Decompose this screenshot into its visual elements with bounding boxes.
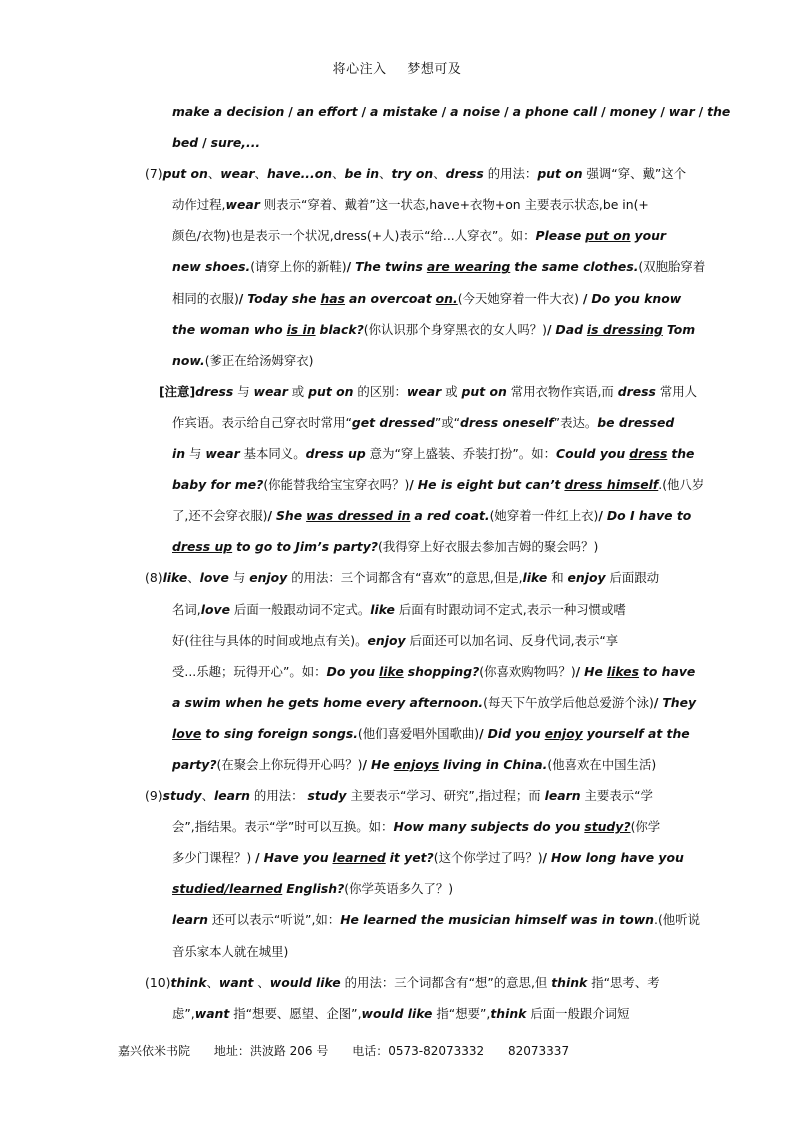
text-line: (10)think、want 、would like 的用法：三个词都含有“想”的意思,但 think 指“思考、考 bbox=[145, 974, 660, 990]
text-line: dress up to go to Jim’s party?(我得穿上好衣服去参加吉姆的聚会吗？) bbox=[172, 539, 599, 555]
text-line: make a decision / an effort / a mistake / a noise / a phone call / money / war / the bbox=[172, 104, 731, 119]
text-line: 名词,love 后面一般跟动词不定式。like 后面有时跟动词不定式,表示一种习惯或嗜 bbox=[172, 601, 626, 617]
text-line: 作宾语。表示给自己穿衣时常用“get dressed”或“dress oneself”表达。be dressed bbox=[172, 414, 675, 430]
text-line: 动作过程,wear 则表示“穿着、戴着”这一状态,have+衣物+on 主要表示状态,be in(+ bbox=[172, 197, 649, 213]
document-body bbox=[145, 96, 731, 1029]
footer-org: 嘉兴依米书院 bbox=[118, 1044, 191, 1058]
page-header bbox=[0, 58, 794, 77]
text-line: 音乐家本人就在城里) bbox=[172, 943, 289, 959]
text-line: in 与 wear 基本同义。dress up 意为“穿上盛装、乔装打扮”。如：Could you dress the bbox=[172, 446, 695, 462]
footer-phone: 电话：0573-82073332 bbox=[352, 1044, 485, 1058]
text-line: a swim when he gets home every afternoon.(每天下午放学后他总爱游个泳)/ They bbox=[172, 694, 697, 710]
text-line: learn 还可以表示“听说”,如：He learned the musician himself was in town.(他听说 bbox=[172, 912, 700, 928]
text-line: bed / sure,... bbox=[172, 135, 261, 151]
text-line: 多少门课程？) / Have you learned it yet?(这个你学过了吗？)/ How long have you bbox=[172, 850, 684, 866]
text-line: studied/learned English?(你学英语多久了？) bbox=[172, 881, 454, 897]
text-line: [注意]dress 与 wear 或 put on 的区别：wear 或 put on 常用衣物作宾语,而 dress 常用人 bbox=[159, 383, 698, 399]
page-footer bbox=[118, 1042, 589, 1059]
footer-phone-2: 82073337 bbox=[508, 1044, 570, 1058]
text-line: baby for me?(你能替我给宝宝穿衣吗？)/ He is eight but can’t dress himself.(他八岁 bbox=[172, 477, 705, 493]
text-line: 了,还不会穿衣服)/ She was dressed in a red coat.(她穿着一件红上衣)/ Do I have to bbox=[172, 508, 692, 524]
text-line: (9)study、learn 的用法： study 主要表示“学习、研究”,指过程；而 learn 主要表示“学 bbox=[145, 788, 653, 804]
text-line: now.(爹正在给汤姆穿衣) bbox=[172, 352, 314, 368]
text-line: 好(往往与具体的时间或地点有关)。enjoy 后面还可以加名词、反身代词,表示“享 bbox=[172, 632, 619, 648]
text-line: love to sing foreign songs.(他们喜爱唱外国歌曲)/ Did you enjoy yourself at the bbox=[172, 725, 690, 741]
text-line: 相同的衣服)/ Today she has an overcoat on.(今天她穿着一件大衣) / Do you know bbox=[172, 290, 682, 306]
text-line: 受...乐趣；玩得开心”。如：Do you like shopping?(你喜欢购物吗？)/ He likes to have bbox=[172, 663, 696, 679]
text-line: 虑”,want 指“想要、愿望、企图”,would like 指“想要”,think 后面一般跟介词短 bbox=[172, 1005, 630, 1021]
text-line: (8)like、love 与 enjoy 的用法：三个词都含有“喜欢”的意思,但是,like 和 enjoy 后面跟动 bbox=[145, 570, 660, 586]
text-line: new shoes.(请穿上你的新鞋)/ The twins are wearing the same clothes.(双胞胎穿着 bbox=[172, 259, 706, 275]
header-slogan-left: 将心注入 bbox=[332, 62, 387, 77]
text-line: party?(在聚会上你玩得开心吗？)/ He enjoys living in China.(他喜欢在中国生活) bbox=[172, 756, 657, 772]
text-line: 颜色/衣物)也是表示一个状况,dress(+人)表示“给...人穿衣”。如：Please put on your bbox=[172, 228, 667, 244]
header-slogan-right: 梦想可及 bbox=[407, 62, 462, 77]
text-line: (7)put on、wear、have...on、be in、try on、dress 的用法：put on 强调“穿、戴”这个 bbox=[145, 166, 687, 182]
footer-address: 地址：洪波路 206 号 bbox=[213, 1044, 329, 1058]
text-line: 会”,指结果。表示“学”时可以互换。如：How many subjects do you study?(你学 bbox=[172, 819, 661, 835]
text-line: the woman who is in black?(你认识那个身穿黑衣的女人吗？)/ Dad is dressing Tom bbox=[172, 321, 696, 337]
